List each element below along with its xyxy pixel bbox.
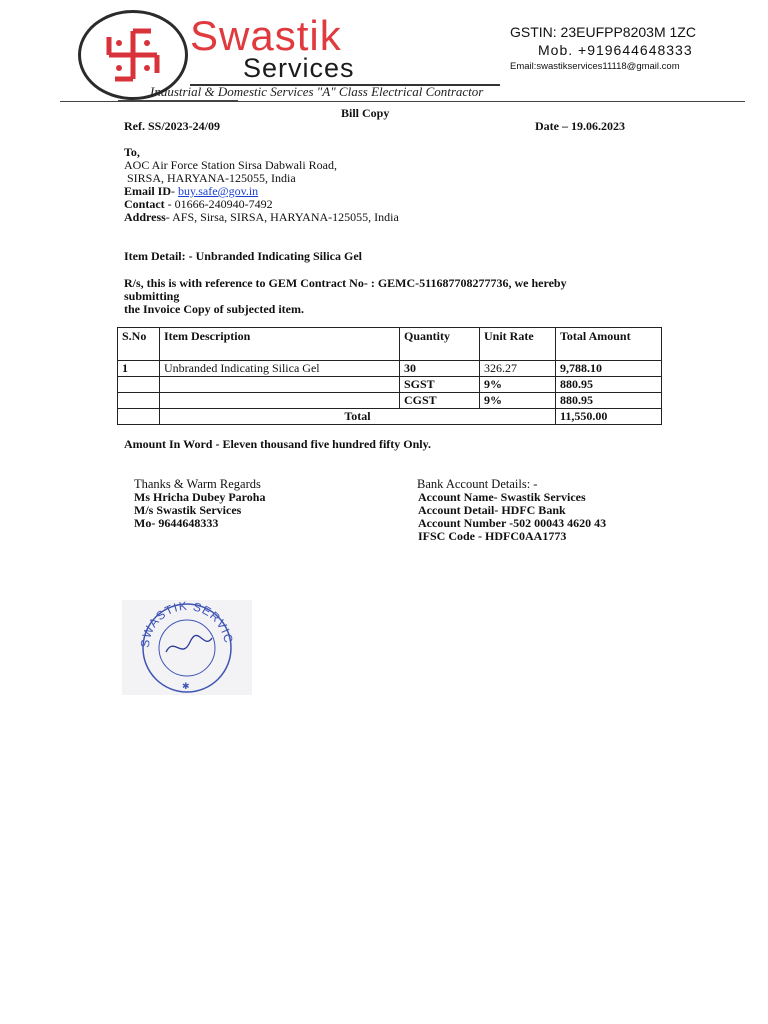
address-row xyxy=(124,211,399,224)
reference-line-1: R/s, this is with reference to GEM Contract No- : GEMC-511687708277736, we hereby xyxy=(124,276,567,290)
bank-account-detail: Account Detail- HDFC Bank xyxy=(418,503,566,517)
total-label: Total xyxy=(160,409,556,425)
contact-value: - 01666-240940-7492 xyxy=(164,197,273,211)
table-cell: Unbranded Indicating Silica Gel xyxy=(160,361,400,377)
table-row xyxy=(118,377,662,393)
address-value: - AFS, Sirsa, SIRSA, HARYANA-125055, India xyxy=(165,210,399,224)
table-cell: 9% xyxy=(480,393,556,409)
signatory-company: M/s Swastik Services xyxy=(134,503,242,517)
bank-title: Bank Account Details: - xyxy=(417,477,538,491)
table-cell: 9% xyxy=(480,377,556,393)
svg-text:✱: ✱ xyxy=(182,682,190,692)
table-cell: 9,788.10 xyxy=(556,361,662,377)
address-label: Address xyxy=(124,210,166,224)
stamp-seal-icon xyxy=(122,600,252,695)
brand-subtitle: Services xyxy=(243,53,355,83)
stamp-text: SWASTIK SERVIC xyxy=(137,600,236,649)
amount-in-words: Amount In Word - Eleven thousand five hundred fifty Only. xyxy=(124,437,431,451)
table-cell xyxy=(118,377,160,393)
total-value: 11,550.00 xyxy=(556,409,662,425)
email-separator: - xyxy=(171,184,179,198)
company-stamp xyxy=(122,600,252,695)
reference-line-3: the Invoice Copy of subjected item. xyxy=(124,302,304,316)
email-label: Email ID xyxy=(124,184,172,198)
bank-ifsc-code: IFSC Code - HDFC0AA1773 xyxy=(418,529,567,543)
header-cell: Total Amount xyxy=(556,328,662,361)
table-cell xyxy=(160,393,400,409)
to-label: To, xyxy=(124,145,140,159)
bank-account-number: Account Number -502 00043 4620 43 xyxy=(418,516,607,530)
table-cell: 30 xyxy=(400,361,480,377)
table-cell: 880.95 xyxy=(556,377,662,393)
item-detail: Item Detail: - Unbranded Indicating Silica Gel xyxy=(124,249,363,263)
table-total-row xyxy=(118,409,662,425)
company-tagline: Industrial & Domestic Services "A" Class Electrical Contractor xyxy=(150,84,484,99)
table-cell: 880.95 xyxy=(556,393,662,409)
table-header-row xyxy=(118,328,662,361)
signatory-mobile: Mo- 9644648333 xyxy=(134,516,219,530)
bank-account-name: Account Name- Swastik Services xyxy=(418,490,586,504)
company-email: Email:swastikservices11118@gmail.com xyxy=(510,61,680,72)
address-line-2: SIRSA, HARYANA-125055, India xyxy=(124,171,296,185)
brand-name: Swastik xyxy=(190,12,342,59)
address-line-1: AOC Air Force Station Sirsa Dabwali Road, xyxy=(124,158,337,172)
table-row xyxy=(118,361,662,377)
table-cell: CGST xyxy=(400,393,480,409)
document-title: Bill Copy xyxy=(341,106,390,120)
email-link[interactable]: buy.safe@gov.in xyxy=(178,184,259,198)
table-cell: SGST xyxy=(400,377,480,393)
reference-line-2: submitting xyxy=(124,289,180,303)
header-cell: Quantity xyxy=(400,328,480,361)
header-divider xyxy=(60,101,745,102)
items-table xyxy=(117,327,662,425)
document-date: Date – 19.06.2023 xyxy=(535,119,625,133)
table-cell xyxy=(118,393,160,409)
company-mobile: Mob. +919644648333 xyxy=(538,42,693,58)
table-cell xyxy=(118,409,160,425)
tagline-underline xyxy=(118,100,238,101)
table-row xyxy=(118,393,662,409)
header-cell: Unit Rate xyxy=(480,328,556,361)
table-cell xyxy=(160,377,400,393)
header-cell: S.No xyxy=(118,328,160,361)
signatory-name: Ms Hricha Dubey Paroha xyxy=(134,490,266,504)
table-cell: 1 xyxy=(118,361,160,377)
gstin-number: GSTIN: 23EUFPP8203M 1ZC xyxy=(510,24,696,40)
regards-line-1: Thanks & Warm Regards xyxy=(134,477,261,491)
table-cell: 326.27 xyxy=(480,361,556,377)
contact-label: Contact xyxy=(124,197,165,211)
svg-text:SWASTIK SERVICES xyxy=(122,600,236,648)
header-cell: Item Description xyxy=(160,328,400,361)
reference-number: Ref. SS/2023-24/09 xyxy=(124,119,220,133)
